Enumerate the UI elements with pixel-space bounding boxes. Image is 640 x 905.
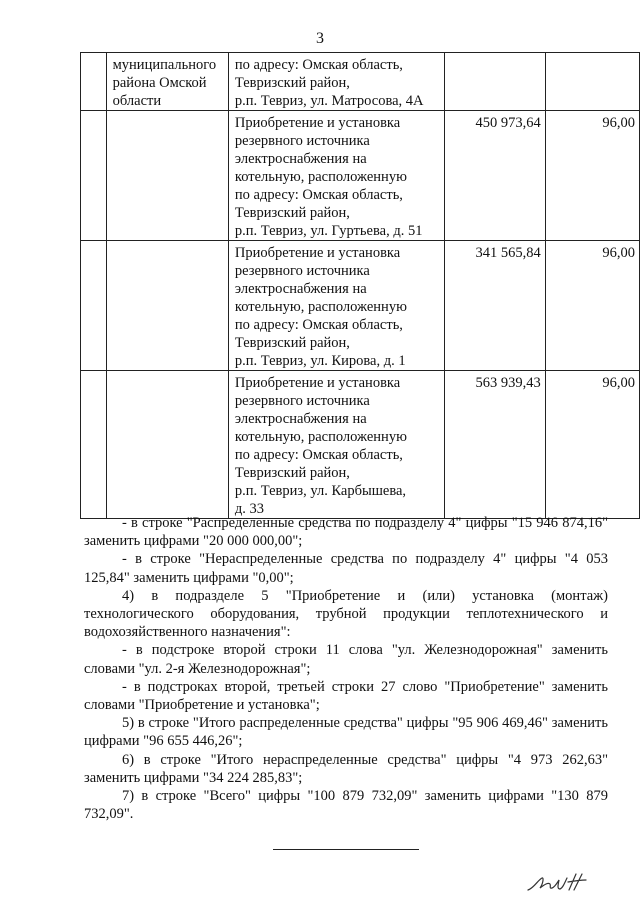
table-cell-index bbox=[81, 371, 107, 519]
description-line: по адресу: Омская область, bbox=[234, 187, 403, 203]
description-line: резервного источника bbox=[234, 393, 370, 409]
table-row bbox=[81, 111, 640, 241]
signature-mark bbox=[524, 868, 588, 896]
description-line: по адресу: Омская область, bbox=[234, 57, 403, 73]
recipient-line: муниципального bbox=[112, 57, 217, 73]
table-cell-amount bbox=[445, 53, 545, 111]
description-line: Приобретение и установка bbox=[234, 115, 401, 131]
table-cell-amount: 341 565,84 bbox=[445, 241, 545, 371]
description-line: Тевризский район, bbox=[234, 335, 350, 351]
description-line: Тевризский район, bbox=[234, 465, 350, 481]
table-cell-percent: 96,00 bbox=[545, 241, 639, 371]
table-cell-description bbox=[228, 53, 444, 111]
table-cell-amount: 563 939,43 bbox=[445, 371, 545, 519]
recipient-line: области bbox=[112, 93, 162, 109]
paragraph: 6) в строке "Итого нераспределенные средства" цифры "4 973 262,63" заменить цифрами "34 224 285,83"; bbox=[84, 751, 608, 786]
paragraph: 4) в подразделе 5 "Приобретение и (или) установка (монтаж) технологического оборудования, трубной продукции теплотехнического и водохозяйственного назначения": bbox=[84, 587, 608, 641]
table-cell-description bbox=[228, 111, 444, 241]
table-cell-index bbox=[81, 111, 107, 241]
paragraph: - в подстроке второй строки 11 слова "ул. Железнодорожная" заменить словами "ул. 2-я Железнодорожная"; bbox=[84, 642, 608, 677]
paragraph: 5) в строке "Итого распределенные средства" цифры "95 906 469,46" заменить цифрами "96 655 446,26"; bbox=[84, 715, 608, 750]
table-cell-percent: 96,00 bbox=[545, 111, 639, 241]
description-line: котельную, расположенную bbox=[234, 169, 407, 185]
description-line: электроснабжения на bbox=[234, 151, 367, 167]
description-line: резервного источника bbox=[234, 263, 370, 279]
table-cell-index bbox=[81, 53, 107, 111]
paragraph: - в подстроках второй, третьей строки 27 слово "Приобретение" заменить словами "Приобретение и установка"; bbox=[84, 678, 608, 714]
paragraph: - в строке "Распределенные средства по подразделу 4" цифры "15 946 874,16" заменить цифрами "20 000 000,00"; bbox=[84, 515, 608, 550]
description-line: Тевризский район, bbox=[234, 75, 350, 91]
description-line: по адресу: Омская область, bbox=[234, 447, 403, 463]
page-number: 3 bbox=[316, 30, 324, 47]
table-cell-description bbox=[228, 241, 444, 371]
description-line: электроснабжения на bbox=[234, 281, 367, 297]
description-line: электроснабжения на bbox=[234, 411, 367, 427]
description-line: р.п. Тевриз, ул. Карбышева, bbox=[234, 483, 407, 499]
paragraph: - в строке "Нераспределенные средства по подразделу 4" цифры "4 053 125,84" заменить цифрами "0,00"; bbox=[84, 551, 608, 586]
description-line: Тевризский район, bbox=[234, 205, 350, 221]
description-line: р.п. Тевриз, ул. Матросова, 4А bbox=[234, 93, 424, 109]
separator-line bbox=[273, 849, 419, 850]
description-line: р.п. Тевриз, ул. Кирова, д. 1 bbox=[234, 353, 406, 369]
description-line: р.п. Тевриз, ул. Гуртьева, д. 51 bbox=[234, 223, 423, 239]
table-row bbox=[81, 371, 640, 519]
table-cell-index bbox=[81, 241, 107, 371]
budget-table bbox=[80, 52, 640, 519]
recipient-line: района Омской bbox=[112, 75, 207, 91]
description-line: Приобретение и установка bbox=[234, 375, 401, 391]
table-cell-description bbox=[228, 371, 444, 519]
table-row bbox=[81, 241, 640, 371]
table-cell-recipient bbox=[106, 371, 228, 519]
description-line: Приобретение и установка bbox=[234, 245, 401, 261]
paragraph: 7) в строке "Всего" цифры "100 879 732,09" заменить цифрами "130 879 732,09". bbox=[84, 788, 608, 823]
table-row bbox=[81, 53, 640, 111]
description-line: котельную, расположенную bbox=[234, 429, 407, 445]
table-cell-recipient bbox=[106, 53, 228, 111]
amendment-text bbox=[84, 514, 608, 823]
description-line: резервного источника bbox=[234, 133, 370, 149]
description-line: котельную, расположенную bbox=[234, 299, 407, 315]
table-cell-recipient bbox=[106, 111, 228, 241]
table-cell-amount: 450 973,64 bbox=[445, 111, 545, 241]
description-line: д. 33 bbox=[234, 501, 265, 517]
description-line: по адресу: Омская область, bbox=[234, 317, 403, 333]
table-cell-percent bbox=[545, 53, 639, 111]
table-cell-recipient bbox=[106, 241, 228, 371]
table-cell-percent: 96,00 bbox=[545, 371, 639, 519]
